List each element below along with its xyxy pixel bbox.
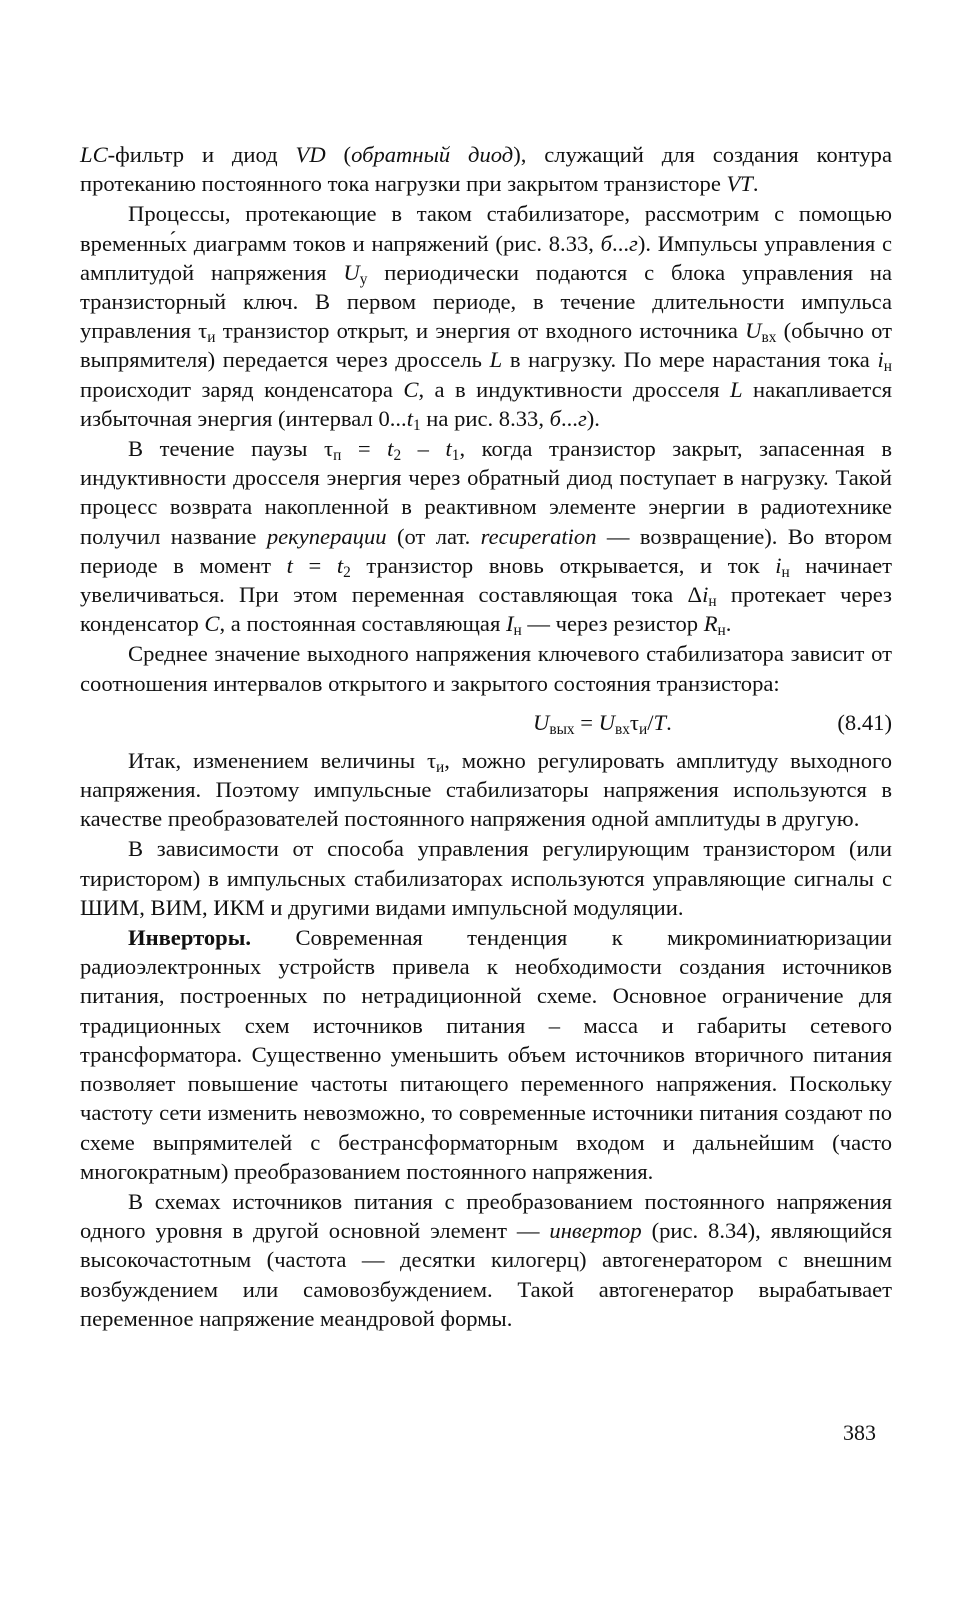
text-run: на рис. 8.33, bbox=[420, 405, 550, 431]
bold-text: Инверторы. bbox=[128, 925, 252, 951]
italic-text: г bbox=[577, 405, 587, 431]
subscript: 1 bbox=[451, 446, 460, 464]
italic-text: U bbox=[533, 709, 550, 735]
text-run: – bbox=[401, 436, 446, 462]
text-run: -фильтр и диод bbox=[107, 142, 296, 167]
text-run: Среднее значение выходного напряжения ключевого стабилизатора зависит от соотношения интервалов открытого и закрытого состояния транзистора: bbox=[80, 641, 892, 696]
paragraph-p5 bbox=[80, 834, 892, 922]
text-run: (рис. 8.34), являющийся высокочастотным (частота — десятки килогерц) автогенератором с внешним возбуждением или самовозбуждением. Такой автогенератор вырабатывает переменное напряжение меандровой формы. bbox=[80, 1218, 892, 1331]
text-run: . bbox=[752, 171, 759, 197]
text-run: В схемах источников питания с преобразованием постоянного напряжения одного уровня в другой основной элемент — bbox=[80, 1188, 892, 1244]
text-run: / bbox=[647, 709, 654, 735]
subscript: у bbox=[359, 270, 368, 288]
text-run: в нагрузку. По мере нарастания тока bbox=[502, 347, 878, 373]
text-run: ). Импульсы управления с амплитудой напряжения bbox=[80, 230, 892, 285]
text-run: = bbox=[292, 552, 337, 578]
paragraph-p1 bbox=[80, 199, 892, 433]
paragraph-p0 bbox=[80, 140, 892, 198]
text-run: В зависимости от способа управления регулирующим транзистором (или тиристором) в импульсных стабилизаторах используются управляющие сигналы с ШИМ, ВИМ, ИКМ и другими видами импульсной модуляции. bbox=[80, 836, 892, 920]
text-run: , можно регулировать амплитуду выходного напряжения. Поэтому импульсные стабилизаторы напряжения используются в качестве преобразователей постоянного напряжения одной амплитуды в другую. bbox=[80, 747, 892, 832]
paragraph-p4 bbox=[80, 746, 892, 834]
subscript: 1 bbox=[412, 416, 421, 434]
italic-text: VD bbox=[295, 142, 326, 167]
italic-text: I bbox=[506, 611, 514, 637]
italic-text: i bbox=[702, 582, 709, 608]
text-run: = bbox=[341, 436, 388, 462]
text-run: — через резистор bbox=[521, 611, 704, 637]
italic-text: инвертор bbox=[549, 1218, 642, 1244]
subscript: п bbox=[333, 446, 342, 464]
formula-expression bbox=[533, 708, 672, 737]
text-run: происходит заряд конденсатора bbox=[80, 376, 404, 402]
subscript: вх bbox=[614, 720, 630, 738]
italic-text: рекуперации bbox=[266, 523, 387, 549]
text-run: транзистор вновь открывается, и ток bbox=[350, 552, 776, 578]
italic-text: C bbox=[204, 611, 220, 637]
paragraph-p2 bbox=[80, 434, 892, 638]
subscript: вх bbox=[761, 329, 777, 347]
text-run: ... bbox=[561, 405, 578, 431]
subscript: и bbox=[639, 720, 648, 738]
text-run: (обычно от выпрямителя) передается через дроссель bbox=[80, 318, 892, 373]
subscript: и bbox=[207, 329, 216, 347]
subscript: н bbox=[708, 592, 717, 610]
italic-text: recuperation bbox=[480, 523, 597, 549]
text-run: Итак, изменением величины τ bbox=[128, 747, 437, 773]
text-run: , а постоянная составляющая bbox=[219, 611, 506, 637]
paragraph-p7 bbox=[80, 1187, 892, 1333]
italic-text: б bbox=[549, 405, 561, 431]
subscript: н bbox=[513, 622, 522, 640]
text-run: , а в индуктивности дросселя bbox=[418, 376, 731, 402]
text-run: протекает через конденсатор bbox=[80, 582, 892, 637]
italic-text: б bbox=[600, 230, 613, 256]
text-run: (от лат. bbox=[386, 523, 481, 549]
subscript: н bbox=[717, 622, 726, 640]
paragraphs-before-formula bbox=[80, 140, 892, 698]
italic-text: i bbox=[775, 552, 782, 578]
paragraphs-after-formula bbox=[80, 746, 892, 1333]
italic-text: обратный диод bbox=[351, 142, 514, 167]
italic-text: T bbox=[653, 709, 667, 735]
subscript: н bbox=[883, 358, 893, 376]
italic-text: г bbox=[629, 230, 638, 256]
subscript: 2 bbox=[343, 563, 351, 581]
formula-number: (8.41) bbox=[837, 709, 892, 735]
italic-text: U bbox=[343, 259, 360, 285]
text-run: ... bbox=[612, 230, 629, 256]
subscript: 2 bbox=[393, 446, 402, 464]
italic-text: R bbox=[703, 611, 718, 637]
italic-text: L bbox=[730, 376, 743, 402]
italic-text: LC bbox=[80, 142, 108, 167]
text-run: начинает увеличиваться. При этом переменная составляющая тока Δ bbox=[80, 552, 892, 608]
text-run: Современная тенденция к микроминиатюризации радиоэлектронных устройств привела к необходимости создания источников питания, построенных по нетрадиционной схеме. Основное ограничение для традиционных схем источников питания – масса и габариты сетевого трансформатора. Существенно уменьшить объем источников вторичного питания позволяет повышение частоты питающего переменного напряжения. Поскольку частоту сети изменить невозможно, то современные источники питания создают по схеме выпрямителей с бестрансформаторным входом и дальнейшим (часто многократным) преобразованием постоянного напряжения. bbox=[80, 925, 892, 1184]
italic-text: C bbox=[403, 376, 419, 402]
text-run: В течение паузы τ bbox=[128, 436, 334, 462]
subscript: и bbox=[436, 758, 445, 776]
text-run: — возвращение). Во втором периоде в момент bbox=[80, 523, 893, 578]
text-run: . bbox=[725, 611, 732, 637]
subscript: н bbox=[781, 563, 790, 581]
text-run: транзистор открыт, и энергия от входного источника bbox=[215, 318, 746, 344]
text-run: периодически подаются с блока управления на транзисторный ключ. В первом периоде, в течение длительности импульса управления τ bbox=[80, 259, 892, 344]
italic-text: U bbox=[745, 318, 762, 344]
formula-8-41 bbox=[80, 702, 892, 742]
italic-text: U bbox=[598, 709, 615, 735]
text-run: . bbox=[666, 709, 672, 735]
italic-text: t bbox=[406, 405, 413, 431]
text-run: накапливается избыточная энергия (интервал 0... bbox=[80, 376, 892, 431]
subscript: вых bbox=[549, 720, 575, 738]
text-run: τ bbox=[629, 709, 639, 735]
text-run: ). bbox=[586, 405, 600, 431]
italic-text: t bbox=[336, 552, 344, 578]
italic-text: L bbox=[489, 347, 503, 373]
text-run: Процессы, протекающие в таком стабилизаторе, рассмотрим с помощью временны́х диаграмм токов и напряжений (рис. 8.33, bbox=[80, 201, 892, 256]
body-text bbox=[80, 140, 892, 1334]
text-run: = bbox=[574, 709, 599, 735]
italic-text: t bbox=[387, 436, 394, 462]
text-run: ( bbox=[325, 142, 352, 167]
paragraph-p3 bbox=[80, 639, 892, 697]
italic-text: t bbox=[286, 552, 293, 578]
page-number: 383 bbox=[843, 1420, 876, 1445]
italic-text: VT bbox=[726, 171, 753, 197]
text-run: , когда транзистор закрыт, запасенная в индуктивности дросселя энергия через обратный диод поступает в нагрузку. Такой процесс возврата накопленной в реактивном элементе энергии в радиотехнике получил название bbox=[80, 436, 892, 549]
italic-text: i bbox=[877, 347, 884, 373]
text-run: ), служащий для создания контура протеканию постоянного тока нагрузки при закрытом транзисторе bbox=[80, 142, 892, 197]
italic-text: t bbox=[445, 436, 452, 462]
paragraph-p6 bbox=[80, 923, 892, 1186]
